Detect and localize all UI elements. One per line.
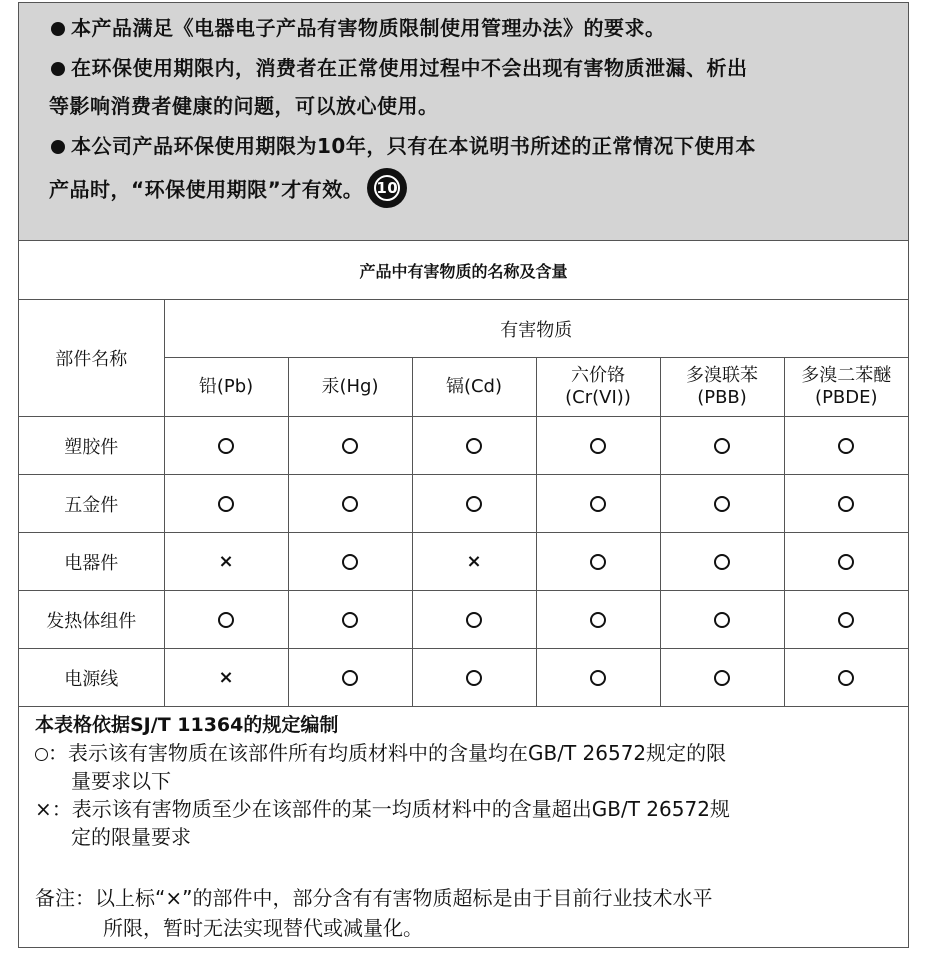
exceeds-limit-mark: × <box>218 551 234 572</box>
substance-cell <box>288 475 412 533</box>
within-limit-circle-icon <box>466 670 482 686</box>
table-row <box>19 649 908 707</box>
substance-cell <box>412 591 536 649</box>
substance-cell <box>164 591 288 649</box>
within-limit-circle-icon <box>838 670 854 686</box>
within-limit-circle-icon <box>218 438 234 454</box>
o-legend-text: 表示该有害物质在该部件所有均质材料中的含量均在GB/T 26572规定的限 <box>68 741 727 765</box>
within-limit-circle-icon <box>838 612 854 628</box>
remark <box>35 883 712 943</box>
part-name: 塑胶件 <box>19 417 164 475</box>
part-name: 五金件 <box>19 475 164 533</box>
substance-cell <box>784 475 908 533</box>
within-limit-circle-icon <box>342 438 358 454</box>
notice-line-2 <box>51 53 748 83</box>
substance-cell <box>164 475 288 533</box>
substance-cell <box>288 417 412 475</box>
within-limit-circle-icon <box>466 612 482 628</box>
within-limit-circle-icon <box>466 496 482 512</box>
circle-icon <box>35 748 48 761</box>
part-name: 电源线 <box>19 649 164 707</box>
within-limit-circle-icon <box>342 612 358 628</box>
notice-line-4 <box>51 131 756 161</box>
x-legend-continued: 定的限量要求 <box>71 825 191 849</box>
column-header-formula: (PBDE) <box>815 387 878 408</box>
within-limit-circle-icon <box>218 496 234 512</box>
column-header-label: 镉(Cd) <box>445 376 503 397</box>
column-header-label: 六价铬 <box>571 365 625 386</box>
within-limit-circle-icon <box>342 670 358 686</box>
substance-cell <box>164 533 288 591</box>
exceeds-limit-mark: × <box>466 551 482 572</box>
table-row <box>19 591 908 649</box>
substance-cell <box>784 417 908 475</box>
use-period-number: 10 <box>374 175 400 201</box>
substance-cell <box>784 591 908 649</box>
notice-line-5 <box>49 171 407 211</box>
within-limit-circle-icon <box>342 496 358 512</box>
substance-cell <box>412 533 536 591</box>
substance-cell <box>288 533 412 591</box>
substance-cell <box>536 417 660 475</box>
notice-line-1 <box>51 13 666 43</box>
o-legend-prefix: ： <box>48 741 68 765</box>
part-name: 电器件 <box>19 533 164 591</box>
column-header-label: 多溴联苯 <box>686 365 758 386</box>
standard-basis: 本表格依据SJ/T 11364的规定编制 <box>35 714 339 736</box>
o-legend-continued: 量要求以下 <box>71 769 171 793</box>
part-name-header: 部件名称 <box>19 300 164 417</box>
substance-cell <box>536 475 660 533</box>
substance-cell <box>288 649 412 707</box>
column-header-label: 多溴二苯醚 <box>801 365 892 386</box>
substance-cell <box>412 649 536 707</box>
substance-header: 有害物质 <box>164 300 908 358</box>
column-header-pbb <box>660 358 784 417</box>
column-header-hg <box>288 358 412 417</box>
within-limit-circle-icon <box>714 554 730 570</box>
x-legend-prefix: ×： <box>35 797 72 821</box>
substance-cell <box>784 533 908 591</box>
substance-cell <box>536 649 660 707</box>
x-legend <box>35 795 895 823</box>
hazardous-substance-table <box>19 241 908 707</box>
substance-cell <box>660 591 784 649</box>
bullet-icon <box>51 22 65 36</box>
notice-line-1-text: 本产品满足《电器电子产品有害物质限制使用管理办法》的要求。 <box>71 16 666 40</box>
substance-cell <box>536 591 660 649</box>
within-limit-circle-icon <box>838 554 854 570</box>
substance-cell <box>164 417 288 475</box>
within-limit-circle-icon <box>714 612 730 628</box>
table-title: 产品中有害物质的名称及含量 <box>19 241 908 300</box>
within-limit-circle-icon <box>838 438 854 454</box>
environmental-use-period-icon <box>367 168 407 208</box>
notice-line-3: 等影响消费者健康的问题，可以放心使用。 <box>49 94 439 118</box>
bullet-icon <box>51 62 65 76</box>
within-limit-circle-icon <box>342 554 358 570</box>
substance-cell <box>660 649 784 707</box>
within-limit-circle-icon <box>714 496 730 512</box>
remark-line-2: 所限，暂时无法实现替代或减量化。 <box>103 916 423 940</box>
part-name: 发热体组件 <box>19 591 164 649</box>
column-header-pb <box>164 358 288 417</box>
within-limit-circle-icon <box>590 554 606 570</box>
environmental-notice-panel <box>19 3 908 241</box>
rohs-declaration-frame <box>18 2 909 948</box>
table-row <box>19 475 908 533</box>
within-limit-circle-icon <box>838 496 854 512</box>
o-legend <box>35 739 895 767</box>
within-limit-circle-icon <box>714 670 730 686</box>
remark-line-1: 备注：以上标“×”的部件中，部分含有有害物质超标是由于目前行业技术水平 <box>35 886 713 910</box>
within-limit-circle-icon <box>466 438 482 454</box>
table-body <box>19 417 908 707</box>
substance-cell <box>784 649 908 707</box>
substance-cell <box>412 417 536 475</box>
within-limit-circle-icon <box>590 438 606 454</box>
substance-cell <box>412 475 536 533</box>
table-row <box>19 533 908 591</box>
column-header-label: 汞(Hg) <box>321 376 379 397</box>
notice-line-2-text: 在环保使用期限内，消费者在正常使用过程中不会出现有害物质泄漏、析出 <box>71 56 748 80</box>
substance-cell <box>536 533 660 591</box>
bullet-icon <box>51 140 65 154</box>
column-header-cd <box>412 358 536 417</box>
notice-line-5-text: 产品时，“环保使用期限”才有效。 <box>49 177 364 202</box>
column-header-pbde <box>784 358 908 417</box>
exceeds-limit-mark: × <box>218 667 234 688</box>
substance-cell <box>164 649 288 707</box>
substance-cell <box>288 591 412 649</box>
column-header-formula: (Cr(VI)) <box>565 387 631 408</box>
table-notes <box>35 711 895 851</box>
within-limit-circle-icon <box>590 496 606 512</box>
column-header-label: 铅(Pb) <box>198 376 254 397</box>
substance-cell <box>660 417 784 475</box>
table-row <box>19 417 908 475</box>
within-limit-circle-icon <box>590 670 606 686</box>
within-limit-circle-icon <box>590 612 606 628</box>
within-limit-circle-icon <box>218 612 234 628</box>
substance-cell <box>660 475 784 533</box>
notice-line-4-text: 本公司产品环保使用期限为10年，只有在本说明书所述的正常情况下使用本 <box>71 134 756 158</box>
x-legend-text: 表示该有害物质至少在该部件的某一均质材料中的含量超出GB/T 26572规 <box>71 797 730 821</box>
substance-cell <box>660 533 784 591</box>
within-limit-circle-icon <box>714 438 730 454</box>
column-header-formula: (PBB) <box>697 387 747 408</box>
column-header-cr6 <box>536 358 660 417</box>
